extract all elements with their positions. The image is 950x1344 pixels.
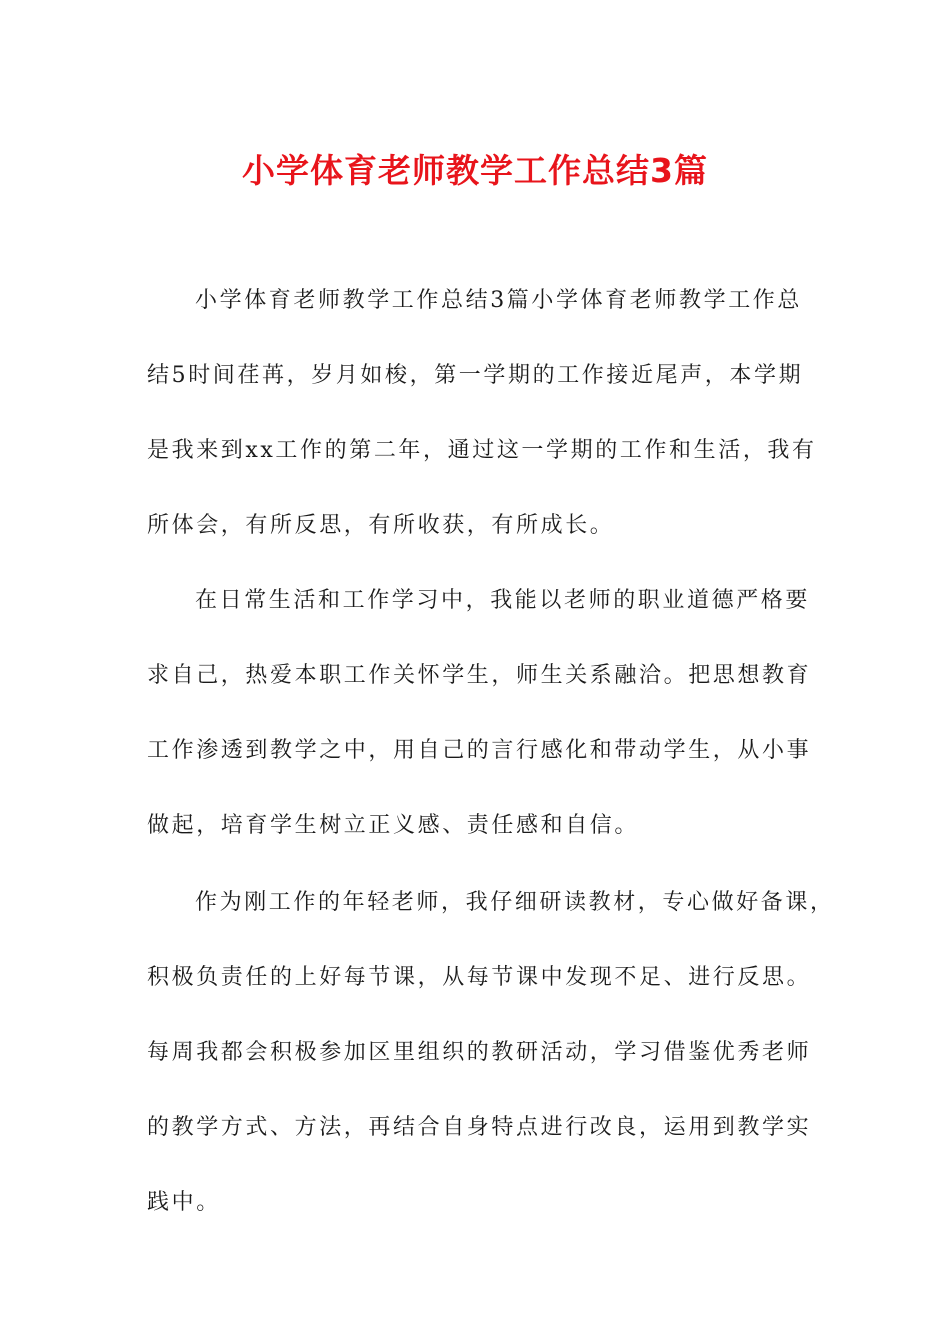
paragraph-1-line-1: 小学体育老师教学工作总结3篇小学体育老师教学工作总 [195, 288, 802, 313]
paragraph-2-line-2: 求自己，热爱本职工作关怀学生，师生关系融洽。把思想教育 [147, 663, 812, 688]
paragraph-2-line-4: 做起，培育学生树立正义感、责任感和自信。 [147, 813, 640, 838]
paragraph-1-line-3: 是我来到xx工作的第二年，通过这一学期的工作和生活，我有 [147, 438, 817, 463]
paragraph-3-line-2: 积极负责任的上好每节课，从每节课中发现不足、进行反思。 [147, 965, 812, 990]
paragraph-3-line-4: 的教学方式、方法，再结合自身特点进行改良，运用到教学实 [147, 1115, 812, 1140]
document-title: 小学体育老师教学工作总结3篇 [242, 151, 708, 190]
paragraph-2-line-3: 工作渗透到教学之中，用自己的言行感化和带动学生，从小事 [147, 738, 812, 763]
paragraph-3-line-1: 作为刚工作的年轻老师，我仔细研读教材，专心做好备课， [195, 890, 835, 915]
paragraph-1-line-2: 结5时间荏苒，岁月如梭，第一学期的工作接近尾声，本学期 [147, 363, 804, 388]
paragraph-3-line-3: 每周我都会积极参加区里组织的教研活动，学习借鉴优秀老师 [147, 1040, 812, 1065]
paragraph-3-line-5: 践中。 [147, 1190, 221, 1215]
paragraph-1-line-4: 所体会，有所反思，有所收获，有所成长。 [147, 513, 615, 538]
paragraph-2-line-1: 在日常生活和工作学习中，我能以老师的职业道德严格要 [195, 588, 811, 613]
